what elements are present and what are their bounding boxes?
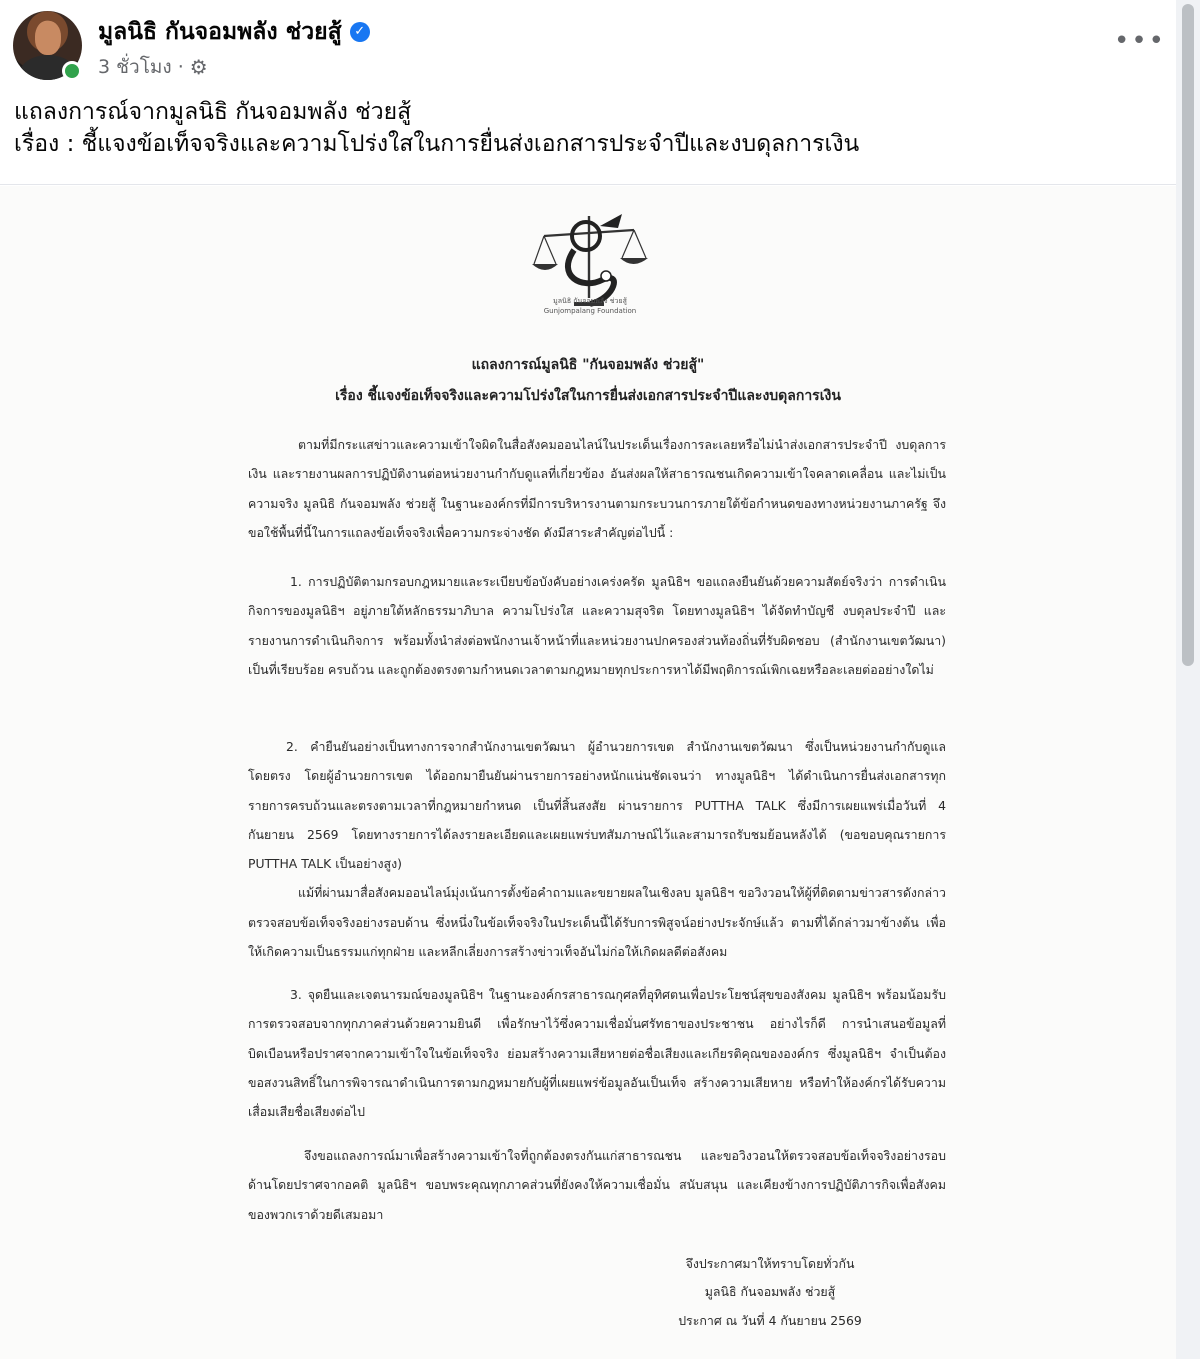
post-image-statement[interactable] (0, 186, 1176, 1359)
statement-intro (248, 430, 946, 547)
point-3-text: 3. จุดยืนและเจตนารมณ์ของมูลนิธิฯ ในฐานะองค์กรสาธารณกุศลที่อุทิศตนเพื่อประโยชน์สุขของสังคม มูลนิธิฯ พร้อมน้อมรับการตรวจสอบจากทุกภาคส่วนด้วยความยินดี เพื่อรักษาไว้ซึ่งความเชื่อมั่นศรัทธาของประชาชน อย่างไรก็ดี การนำเสนอข้อมูลที่บิดเบือนหรือปราศจากความเข้าใจในข้อเท็จจริง ย่อมสร้างความเสียหายต่อชื่อเสียงและเกียรติคุณขององค์กร ซึ่งมูลนิธิฯ จำเป็นต้องขอสงวนสิทธิ์ในการพิจารณาดำเนินการตามกฎหมายกับผู้ที่เผยแพร่ข้อมูลอันเป็นเท็จ สร้างความเสียหาย หรือทำให้องค์กรได้รับความเสื่อมเสียชื่อเสียงต่อไป (248, 987, 946, 1120)
post-author[interactable] (98, 14, 370, 50)
statement-subject: เรื่อง ชี้แจงข้อเท็จจริงและความโปร่งใสในการยื่นส่งเอกสารประจำปีและงบดุลการเงิน (335, 388, 841, 404)
post-text-line2: เรื่อง : ชี้แจงข้อเท็จจริงและความโปร่งใสในการยื่นส่งเอกสารประจำปีและงบดุลการเงิน (14, 131, 860, 157)
statement-point-3 (248, 980, 946, 1126)
post-timestamp[interactable]: 3 ชั่วโมง (98, 56, 172, 78)
signature-date: ประกาศ ณ วันที่ 4 กันยายน 2569 (678, 1313, 862, 1328)
audience-gear-icon[interactable]: ⚙ (189, 55, 208, 79)
logo-caption (500, 296, 680, 316)
page-scrollbar[interactable] (1176, 0, 1200, 1359)
point-1-text: 1. การปฏิบัติตามกรอบกฎหมายและระเบียบข้อบังคับอย่างเคร่งครัด มูลนิธิฯ ขอแถลงยืนยันด้วยความสัตย์จริงว่า การดำเนินกิจการของมูลนิธิฯ อยู่ภายใต้หลักธรรมาภิบาล ความโปร่งใส และความสุจริต โดยทางมูลนิธิฯ ได้จัดทำบัญชี งบดุลประจำปี และรายงานการดำเนินกิจการ พร้อมทั้งนำส่งต่อพนักงานเจ้าหน้าที่และหน่วยงานปกครองส่วนท้องถิ่นที่รับผิดชอบ (สำนักงานเขตวัฒนา) เป็นที่เรียบร้อย ครบถ้วน และถูกต้องตรงตามกำหนดเวลาตามกฎหมายทุกประการหาได้มีพฤติการณ์เพิกเฉยหรือละเลยต่ออย่างใดไม่ (248, 574, 946, 677)
signature-announcement: จึงประกาศมาให้ทราบโดยทั่วกัน (685, 1256, 855, 1271)
avatar-face (35, 21, 61, 55)
logo-caption-english: Gunjompalang Foundation (543, 307, 637, 315)
logo-caption-thai: มูลนิธิ กันจอมพลัง ช่วยสู้ (553, 297, 627, 305)
closing-text: จึงขอแถลงการณ์มาเพื่อสร้างความเข้าใจที่ถูกต้องตรงกันแก่สาธารณชน และขอวิงวอนให้ตรวจสอบข้อเท็จจริงอย่างรอบด้านโดยปราศจากอคติ มูลนิธิฯ ขอบพระคุณทุกภาคส่วนที่ยังคงให้ความเชื่อมั่น สนับสนุน และเคียงข้างการปฏิบัติภารกิจเพื่อสังคมของพวกเราด้วยดีเสมอมา (248, 1148, 946, 1222)
author-name[interactable]: มูลนิธิ กันจอมพลัง ช่วยสู้ (98, 19, 342, 45)
statement-point-2 (248, 732, 946, 966)
signature-organization: มูลนิธิ กันจอมพลัง ช่วยสู้ (704, 1284, 836, 1299)
post-text (14, 96, 1164, 160)
point-2-followup-text: แม้ที่ผ่านมาสื่อสังคมออนไลน์มุ่งเน้นการตั้งข้อคำถามและขยายผลในเชิงลบ มูลนิธิฯ ขอวิงวอนให้ผู้ที่ติดตามข่าวสารดังกล่าวตรวจสอบข้อเท็จจริงอย่างรอบด้าน ซึ่งหนึ่งในข้อเท็จจริงในประเด็นนี้ได้รับการพิสูจน์อย่างประจักษ์แล้ว ตามที่ได้กล่าวมาข้างต้น เพื่อให้เกิดความเป็นธรรมแก่ทุกฝ่าย และหลีกเลี่ยงการสร้างข่าวเท็จอันไม่ก่อให้เกิดผลดีต่อสังคม (248, 885, 946, 960)
statement-closing (248, 1141, 946, 1229)
more-options-icon[interactable]: ••• (1113, 26, 1166, 56)
post-meta (98, 52, 208, 82)
post-divider (0, 184, 1176, 185)
intro-text: ตามที่มีกระแสข่าวและความเข้าใจผิดในสื่อสังคมออนไลน์ในประเด็นเรื่องการละเลยหรือไม่นำส่งเอกสารประจำปี งบดุลการเงิน และรายงานผลการปฏิบัติงานต่อหน่วยงานกำกับดูแลที่เกี่ยวข้อง อันส่งผลให้สาธารณชนเกิดความเข้าใจคลาดเคลื่อน และไม่เป็นความจริง มูลนิธิ กันจอมพลัง ช่วยสู้ ในฐานะองค์กรที่มีการบริหารงานตามกระบวนการภายใต้ข้อกำหนดของทางหน่วยงานภาครัฐ จึงขอใช้พื้นที่นี้ในการแถลงข้อเท็จจริงเพื่อความกระจ่างชัด ดังมีสาระสำคัญต่อไปนี้ : (248, 437, 946, 540)
statement-title: แถลงการณ์มูลนิธิ "กันจอมพลัง ช่วยสู้" (471, 357, 705, 373)
post-text-line1: แถลงการณ์จากมูลนิธิ กันจอมพลัง ช่วยสู้ (14, 99, 412, 125)
online-status-icon (62, 61, 82, 81)
meta-separator: · (177, 56, 184, 78)
scrollbar-thumb[interactable] (1182, 4, 1194, 666)
point-2-text: 2. คำยืนยันอย่างเป็นทางการจากสำนักงานเขตวัฒนา ผู้อำนวยการเขต สำนักงานเขตวัฒนา ซึ่งเป็นหน่วยงานกำกับดูแลโดยตรง โดยผู้อำนวยการเขต ได้ออกมายืนยันผ่านรายการอย่างหนักแน่นชัดเจนว่า ทางมูลนิธิฯ ได้ดำเนินการยื่นส่งเอกสารทุกรายการครบถ้วนและตรงตามเวลาที่กฎหมายกำหนด เป็นที่สิ้นสงสัย ผ่านรายการ PUTTHA TALK ซึ่งมีการเผยแพร่เมื่อวันที่ 4 กันยายน 2569 โดยทางรายการได้ลงรายละเอียดและเผยแพร่บทสัมภาษณ์ไว้และสามารถรับชมย้อนหลังได้ (ขอขอบคุณรายการ PUTTHA TALK เป็นอย่างสูง) (248, 739, 946, 872)
statement-point-1 (248, 567, 946, 684)
verified-badge-icon: ✓ (350, 22, 370, 42)
